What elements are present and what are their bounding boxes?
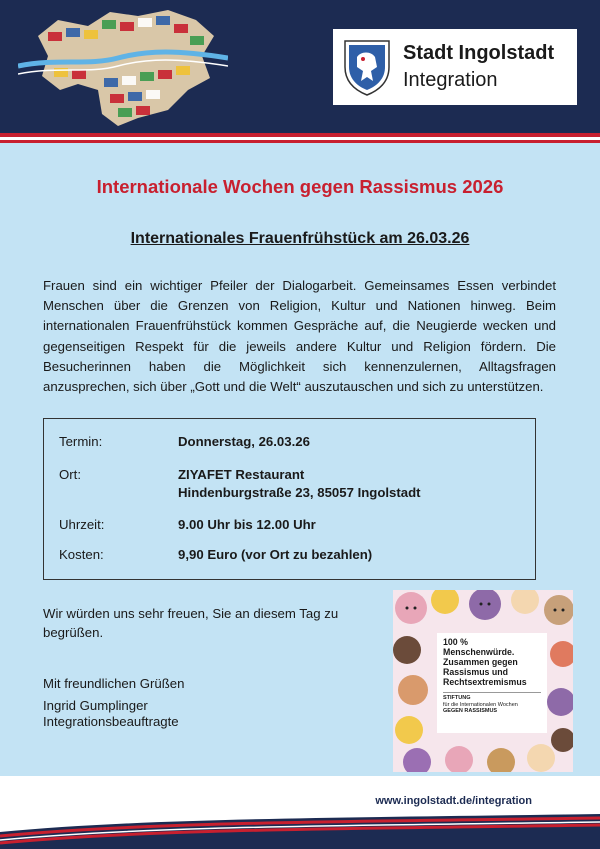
signature-name: Ingrid Gumplinger xyxy=(43,698,148,713)
cost-label: Kosten: xyxy=(59,547,104,562)
place-name: ZIYAFET Restaurant xyxy=(178,467,305,482)
time-value: 9.00 Uhr bis 12.00 Uhr xyxy=(178,517,316,532)
place-label: Ort: xyxy=(59,467,81,482)
flag-map-graphic xyxy=(18,6,228,128)
event-details-box xyxy=(43,418,536,580)
date-label: Termin: xyxy=(59,434,103,449)
intro-paragraph: Frauen sind ein wichtiger Pfeiler der Dialogarbeit. Gemeinsames Essen verbindet Menschen über die Grenzen von Religion, Kultur und Nationen hinweg. Beim internationalen Frauenfrühstück kommen Gespräche auf, die Neugierde wecken und gegenseitigen Respekt für die jeweils andere Kultur und Religion fördern. Die Besucherinnen haben die Möglichkeit sich kennenzulernen, Alltagsfragen anzusprechen, sich über „Gott und die Welt“ auszutauschen und sich zu unterstützen. xyxy=(43,278,556,395)
footer-link[interactable]: www.ingolstadt.de/integration xyxy=(375,795,532,807)
signature-title: Integrationsbeauftragte xyxy=(43,714,179,729)
poster-card xyxy=(437,633,547,733)
time-label: Uhrzeit: xyxy=(59,517,105,532)
place-address: Hindenburgstraße 23, 85057 Ingolstadt xyxy=(178,485,421,500)
page-title: Internationale Wochen gegen Rassismus 2026 xyxy=(96,176,504,197)
department-name: Integration xyxy=(403,69,498,91)
footer-wave-graphic xyxy=(0,812,600,849)
header-stripe xyxy=(0,140,600,143)
closing-text: Wir würden uns sehr freuen, Sie an diesem Tag zu begrüßen. xyxy=(43,606,339,640)
poster-org-line: STIFTUNG xyxy=(443,695,471,701)
campaign-poster xyxy=(393,590,573,772)
event-subtitle: Internationales Frauenfrühstück am 26.03.26 xyxy=(130,230,470,247)
coat-of-arms-icon xyxy=(341,37,393,97)
city-name: Stadt Ingolstadt xyxy=(403,42,555,64)
poster-headline: 100 % Menschenwürde. Zusammen gegen Rassismus und Rechtsextremismus xyxy=(443,637,527,687)
city-logo xyxy=(333,29,577,105)
cost-value: 9,90 Euro (vor Ort zu bezahlen) xyxy=(178,547,373,562)
poster-org xyxy=(443,692,541,715)
poster-org-line: für die Internationalen Wochen xyxy=(443,701,518,708)
date-value: Donnerstag, 26.03.26 xyxy=(178,434,310,449)
greeting: Mit freundlichen Grüßen xyxy=(43,676,185,691)
poster-org-line: GEGEN RASSISMUS xyxy=(443,708,498,714)
